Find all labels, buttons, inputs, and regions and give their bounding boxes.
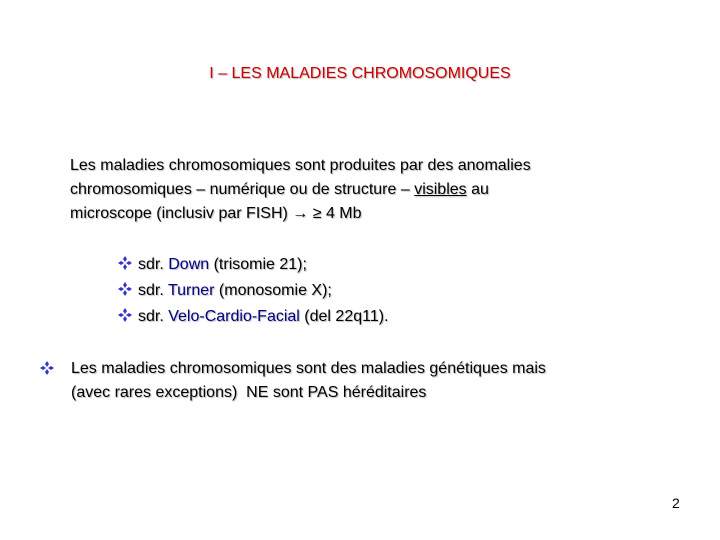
syndrome-name: Velo-Cardio-Facial bbox=[168, 308, 300, 325]
intro-line-1: Les maladies chromosomiques sont produites par des anomalies bbox=[70, 157, 531, 174]
slide-title: I – LES MALADIES CHROMOSOMIQUES bbox=[209, 65, 511, 82]
syndrome-name: Turner bbox=[167, 282, 215, 299]
visibles-underlined: visibles bbox=[414, 181, 467, 198]
syndrome-list bbox=[118, 252, 389, 330]
hereditary-note bbox=[40, 357, 690, 405]
syndrome-prefix: sdr. bbox=[138, 282, 168, 299]
diamond-bullet-icon bbox=[40, 361, 54, 375]
intro-paragraph bbox=[70, 154, 690, 226]
syndrome-prefix: sdr. bbox=[138, 308, 169, 325]
page-number: 2 bbox=[672, 495, 680, 511]
hereditary-note-text bbox=[71, 357, 690, 405]
syndrome-detail: (monosomie X); bbox=[214, 282, 332, 299]
syndrome-detail: (del 22q11). bbox=[299, 308, 389, 325]
hereditary-note-line-2: (avec rares exceptions) NE sont PAS héréditaires bbox=[71, 384, 427, 401]
intro-line-2 bbox=[70, 178, 690, 202]
syndrome-name: Down bbox=[168, 256, 210, 273]
syndrome-prefix: sdr. bbox=[138, 256, 169, 273]
list-item bbox=[118, 278, 389, 304]
list-item bbox=[118, 304, 389, 330]
intro-line-2-start: chromosomiques – numérique ou de structure – bbox=[70, 181, 415, 198]
diamond-bullet-icon bbox=[118, 282, 132, 296]
diamond-bullet-icon bbox=[118, 308, 132, 322]
intro-line-3: microscope (inclusiv par FISH) → ≥ 4 Mb bbox=[70, 205, 362, 222]
hereditary-note-line-1: Les maladies chromosomiques sont des maladies génétiques mais bbox=[71, 360, 546, 377]
intro-line-2-end: au bbox=[466, 181, 489, 198]
diamond-bullet-icon bbox=[118, 256, 132, 270]
list-item bbox=[118, 252, 389, 278]
syndrome-detail: (trisomie 21); bbox=[209, 256, 307, 273]
